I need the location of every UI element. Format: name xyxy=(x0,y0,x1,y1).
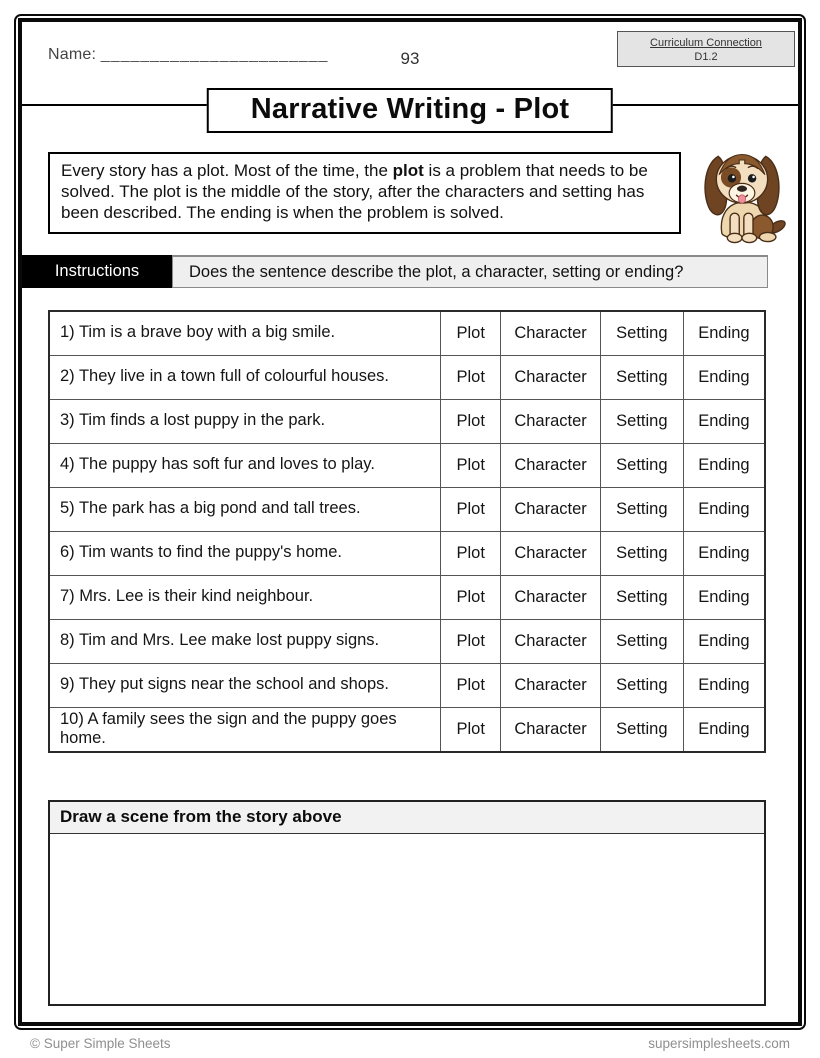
instructions-bar xyxy=(22,255,768,288)
page-title: Narrative Writing - Plot xyxy=(207,88,613,133)
page-number: 93 xyxy=(400,49,420,68)
questions-table-body xyxy=(49,311,765,752)
option-plot[interactable]: Plot xyxy=(441,487,501,531)
page-border-inner xyxy=(18,18,802,1026)
table-row xyxy=(49,399,765,443)
option-character[interactable]: Character xyxy=(501,663,601,707)
question-sentence: 1) Tim is a brave boy with a big smile. xyxy=(49,311,441,355)
option-ending[interactable]: Ending xyxy=(683,487,765,531)
option-ending[interactable]: Ending xyxy=(683,311,765,355)
questions-table xyxy=(48,310,766,753)
option-setting[interactable]: Setting xyxy=(600,311,683,355)
option-character[interactable]: Character xyxy=(501,619,601,663)
table-row xyxy=(49,619,765,663)
option-plot[interactable]: Plot xyxy=(441,619,501,663)
table-row xyxy=(49,355,765,399)
question-sentence: 3) Tim finds a lost puppy in the park. xyxy=(49,399,441,443)
intro-bold-word: plot xyxy=(392,161,424,180)
option-ending[interactable]: Ending xyxy=(683,619,765,663)
option-plot[interactable]: Plot xyxy=(441,707,501,752)
page-border-outer xyxy=(14,14,806,1030)
option-ending[interactable]: Ending xyxy=(683,707,765,752)
instructions-label: Instructions xyxy=(22,255,172,288)
name-field xyxy=(48,46,328,64)
footer xyxy=(30,1036,790,1051)
question-sentence: 10) A family sees the sign and the puppy goes home. xyxy=(49,707,441,752)
question-sentence: 2) They live in a town full of colourful houses. xyxy=(49,355,441,399)
table-row xyxy=(49,707,765,752)
option-plot[interactable]: Plot xyxy=(441,311,501,355)
question-sentence: 7) Mrs. Lee is their kind neighbour. xyxy=(49,575,441,619)
intro-part2: is a problem that needs to be solved. The plot is the middle of the story, after the characters and setting has been described. The ending is when the problem is solved. xyxy=(61,161,648,222)
instructions-text: Does the sentence describe the plot, a character, setting or ending? xyxy=(172,255,768,288)
table-row xyxy=(49,531,765,575)
intro-text xyxy=(48,152,681,234)
option-plot[interactable]: Plot xyxy=(441,575,501,619)
option-ending[interactable]: Ending xyxy=(683,575,765,619)
option-setting[interactable]: Setting xyxy=(600,487,683,531)
option-character[interactable]: Character xyxy=(501,311,601,355)
curriculum-code: D1.2 xyxy=(694,51,718,64)
option-setting[interactable]: Setting xyxy=(600,399,683,443)
option-setting[interactable]: Setting xyxy=(600,663,683,707)
name-label: Name: xyxy=(48,46,97,63)
option-plot[interactable]: Plot xyxy=(441,531,501,575)
option-plot[interactable]: Plot xyxy=(441,443,501,487)
option-ending[interactable]: Ending xyxy=(683,663,765,707)
option-plot[interactable]: Plot xyxy=(441,399,501,443)
option-ending[interactable]: Ending xyxy=(683,531,765,575)
option-character[interactable]: Character xyxy=(501,487,601,531)
option-character[interactable]: Character xyxy=(501,399,601,443)
website-link[interactable]: supersimplesheets.com xyxy=(648,1036,790,1051)
table-row xyxy=(49,575,765,619)
table-row xyxy=(49,487,765,531)
option-setting[interactable]: Setting xyxy=(600,707,683,752)
option-ending[interactable]: Ending xyxy=(683,399,765,443)
question-sentence: 4) The puppy has soft fur and loves to play. xyxy=(49,443,441,487)
draw-section xyxy=(48,800,766,1006)
option-ending[interactable]: Ending xyxy=(683,443,765,487)
table-row xyxy=(49,443,765,487)
curriculum-connection-badge xyxy=(617,31,795,67)
intro-section xyxy=(48,152,788,234)
puppy-illustration-icon xyxy=(690,138,794,248)
option-character[interactable]: Character xyxy=(501,443,601,487)
drawing-area[interactable] xyxy=(50,834,764,1004)
question-sentence: 5) The park has a big pond and tall trees. xyxy=(49,487,441,531)
table-row xyxy=(49,663,765,707)
question-sentence: 6) Tim wants to find the puppy's home. xyxy=(49,531,441,575)
option-character[interactable]: Character xyxy=(501,707,601,752)
table-row xyxy=(49,311,765,355)
copyright-text: © Super Simple Sheets xyxy=(30,1036,171,1051)
draw-section-title: Draw a scene from the story above xyxy=(50,802,764,834)
option-character[interactable]: Character xyxy=(501,355,601,399)
option-character[interactable]: Character xyxy=(501,575,601,619)
option-character[interactable]: Character xyxy=(501,531,601,575)
option-ending[interactable]: Ending xyxy=(683,355,765,399)
option-setting[interactable]: Setting xyxy=(600,355,683,399)
name-input-line[interactable]: _______________________ xyxy=(100,46,329,63)
option-setting[interactable]: Setting xyxy=(600,443,683,487)
question-sentence: 9) They put signs near the school and shops. xyxy=(49,663,441,707)
option-setting[interactable]: Setting xyxy=(600,575,683,619)
option-plot[interactable]: Plot xyxy=(441,663,501,707)
option-setting[interactable]: Setting xyxy=(600,619,683,663)
question-sentence: 8) Tim and Mrs. Lee make lost puppy signs. xyxy=(49,619,441,663)
curriculum-title: Curriculum Connection xyxy=(650,37,762,49)
option-setting[interactable]: Setting xyxy=(600,531,683,575)
intro-part1: Every story has a plot. Most of the time, the xyxy=(61,161,393,180)
option-plot[interactable]: Plot xyxy=(441,355,501,399)
